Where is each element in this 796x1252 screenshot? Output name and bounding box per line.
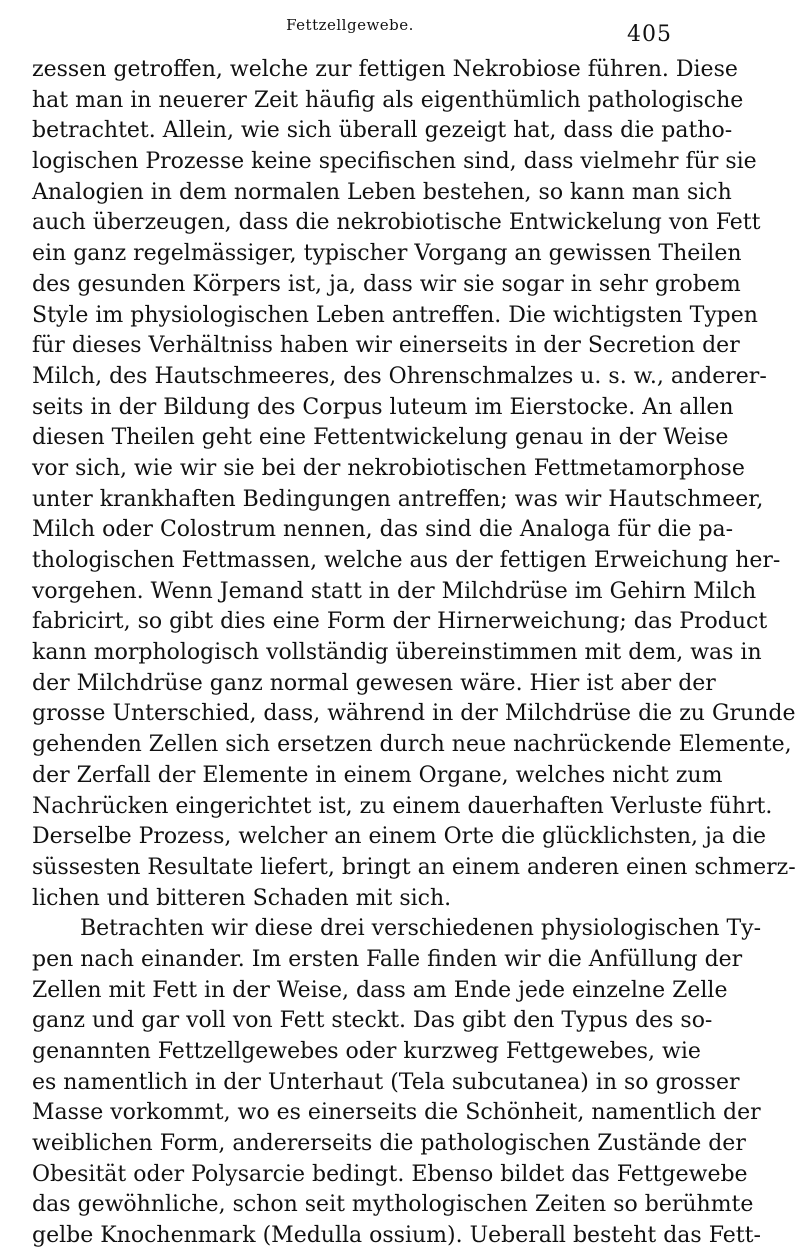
text-line: auch überzeugen, dass die nekrobiotische Entwickelung von Fett	[32, 210, 761, 236]
text-line: das gewöhnliche, schon seit mythologischen Zeiten so berühmte	[32, 1192, 754, 1218]
text-line: hat man in neuerer Zeit häufig als eigenthümlich pathologische	[32, 87, 744, 113]
text-line: gehenden Zellen sich ersetzen durch neue nachrückende Elemente,	[32, 732, 792, 758]
text-line: Masse vorkommt, wo es einerseits die Schönheit, namentlich der	[32, 1100, 761, 1126]
text-line: pen nach einander. Im ersten Falle finden wir die Anfüllung der	[32, 946, 743, 972]
text-line: der Milchdrüse ganz normal gewesen wäre. Hier ist aber der	[32, 670, 716, 696]
text-line: seits in der Bildung des Corpus luteum im Eierstocke. An allen	[32, 394, 734, 420]
text-line: vorgehen. Wenn Jemand statt in der Milchdrüse im Gehirn Milch	[32, 578, 757, 604]
text-line: Style im physiologischen Leben antreffen. Die wichtigsten Typen	[32, 302, 758, 328]
text-line: ein ganz regelmässiger, typischer Vorgang an gewissen Theilen	[32, 241, 742, 267]
text-line: Derselbe Prozess, welcher an einem Orte die glücklichsten, ja die	[32, 824, 767, 850]
text-line: vor sich, wie wir sie bei der nekrobiotischen Fettmetamorphose	[32, 455, 745, 481]
text-line: genannten Fettzellgewebes oder kurzweg Fettgewebes, wie	[32, 1039, 701, 1064]
page-number: 405	[627, 22, 672, 47]
running-title: Fettzellgewebe.	[286, 16, 414, 34]
text-line: Obesität oder Polysarcie bedingt. Ebenso bildet das Fettgewebe	[32, 1161, 748, 1187]
text-line: betrachtet. Allein, wie sich überall gezeigt hat, dass die patho-	[32, 118, 733, 144]
body-text	[32, 55, 796, 1252]
text-line: kann morphologisch vollständig übereinstimmen mit dem, was in	[32, 640, 762, 666]
text-line: Analogien in dem normalen Leben bestehen, so kann man sich	[32, 179, 732, 205]
text-line: Nachrücken eingerichtet ist, zu einem dauerhaften Verluste führt.	[32, 793, 773, 819]
text-line: süssesten Resultate liefert, bringt an einem anderen einen schmerz-	[32, 854, 796, 880]
text-line: gelbe Knochenmark (Medulla ossium). Ueberall besteht das Fett-	[32, 1223, 761, 1249]
text-line: Milch, des Hautschmeeres, des Ohrenschmalzes u. s. w., anderer-	[32, 363, 767, 389]
text-line: zessen getroffen, welche zur fettigen Nekrobiose führen. Diese	[32, 57, 738, 82]
text-line: grosse Unterschied, dass, während in der Milchdrüse die zu Grunde	[32, 701, 796, 727]
text-line: Betrachten wir diese drei verschiedenen physiologischen Ty-	[80, 916, 762, 942]
text-line: der Zerfall der Elemente in einem Organe, welches nicht zum	[32, 762, 723, 788]
running-head	[28, 16, 672, 46]
text-line: des gesunden Körpers ist, ja, dass wir sie sogar in sehr grobem	[32, 271, 741, 297]
text-line: unter krankhaften Bedingungen antreffen; was wir Hautschmeer,	[32, 486, 764, 512]
text-line: logischen Prozesse keine specifischen sind, dass vielmehr für sie	[32, 149, 757, 175]
text-line: thologischen Fettmassen, welche aus der fettigen Erweichung her-	[32, 548, 781, 573]
text-line: Zellen mit Fett in der Weise, dass am Ende jede einzelne Zelle	[32, 977, 728, 1003]
text-line: diesen Theilen geht eine Fettentwickelung genau in der Weise	[32, 425, 729, 451]
text-line: für dieses Verhältniss haben wir einerseits in der Secretion der	[32, 333, 740, 359]
text-line: fabricirt, so gibt dies eine Form der Hirnerweichung; das Product	[32, 609, 768, 635]
text-line: ganz und gar voll von Fett steckt. Das gibt den Typus des so-	[32, 1008, 713, 1034]
text-line: es namentlich in der Unterhaut (Tela subcutanea) in so grosser	[32, 1069, 740, 1095]
text-line: lichen und bitteren Schaden mit sich.	[32, 885, 452, 911]
text-line: Milch oder Colostrum nennen, das sind die Analoga für die pa-	[32, 517, 734, 543]
text-line: weiblichen Form, andererseits die pathologischen Zustände der	[32, 1131, 746, 1157]
